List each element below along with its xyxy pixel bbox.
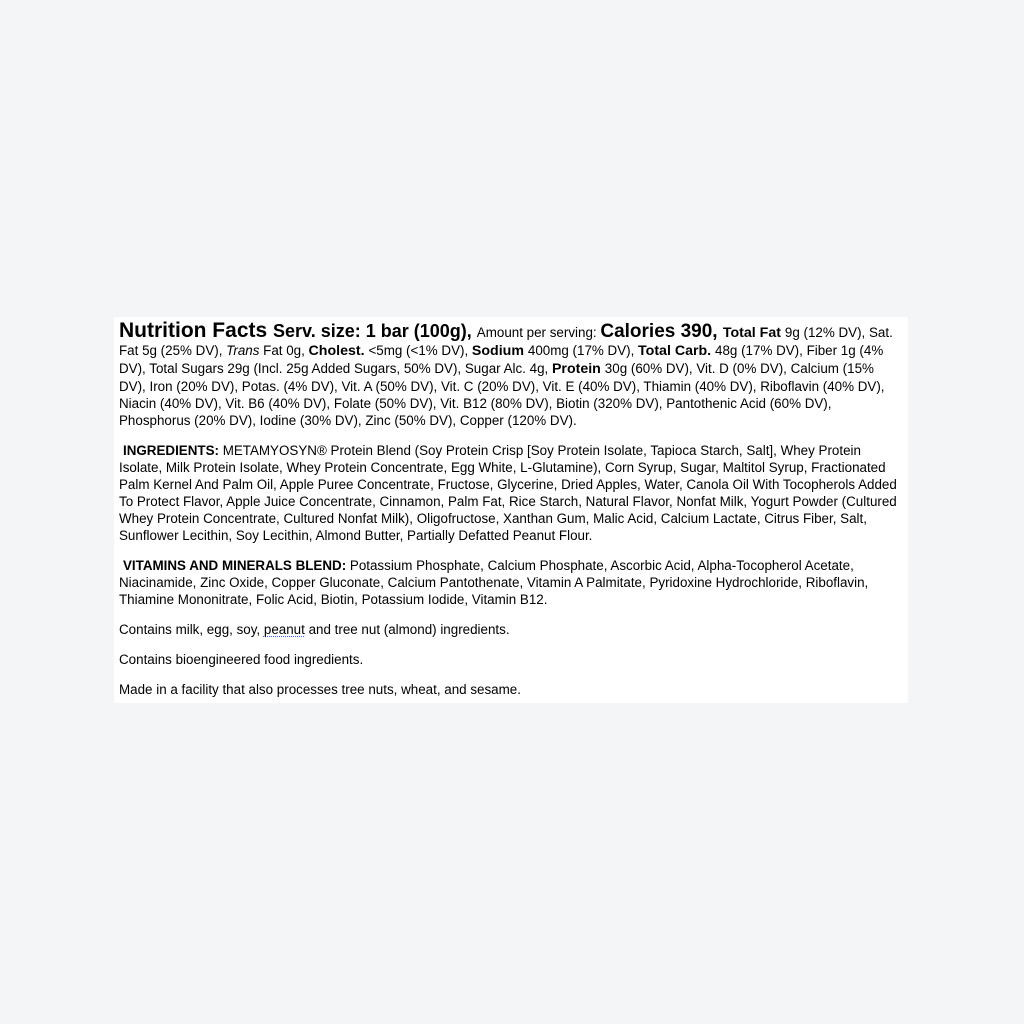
trans-fat-value: Fat 0g, xyxy=(263,343,309,358)
ingredients-paragraph xyxy=(119,442,903,544)
allergen-peanut-word: peanut xyxy=(263,622,305,637)
allergen-contains-prefix: Contains milk, egg, soy, xyxy=(119,622,264,637)
protein-label: Protein xyxy=(551,361,605,377)
allergen-contains-suffix: and tree nut (almond) ingredients. xyxy=(304,622,510,637)
total-carb-label: Total Carb. xyxy=(638,343,716,359)
protein-and-micronutrients-value: 30g (60% DV), Vit. D (0% DV), Calcium (15% DV), Iron (20% DV), Potas. (4% DV), Vit. A (50% DV), Vit. C (20% DV), Vit. E (40% DV), Thiamin (40% DV), Riboflavin (40% DV), Niacin (40% DV), Vit. B6 (40% DV), Folate (50% DV), Vit. B12 (80% DV), Biotin (320% DV), Pantothenic Acid (60% DV), Phosphorus (20% DV), Iodine (30% DV), Zinc (50% DV), Copper (120% DV). xyxy=(119,361,885,428)
total-carb-value: 48g (17% DV), Fiber 1g (4% DV), Total Sugars 29g (Incl. 25g Added Sugars, 50% DV), Sugar Alc. 4g, xyxy=(119,343,884,376)
vitamins-blend-label: VITAMINS AND MINERALS BLEND: xyxy=(123,558,350,573)
calories-value: Calories 390, xyxy=(600,321,723,342)
total-fat-value: 9g (12% DV), Sat. Fat 5g (25% DV), xyxy=(119,325,893,358)
ingredients-text: METAMYOSYN® Protein Blend (Soy Protein Crisp [Soy Protein Isolate, Tapioca Starch, Salt], Whey Protein Isolate, Milk Protein Isolate, Whey Protein Concentrate, Egg White, L-Glutamine), Corn Syrup, Sugar, Maltitol Syrup, Fractionated Palm Kernel And Palm Oil, Apple Puree Concentrate, Fructose, Glycerine, Dried Apples, Water, Canola Oil With Tocopherols Added To Protect Flavor, Apple Juice Concentrate, Cinnamon, Palm Fat, Rice Starch, Natural Flavor, Nonfat Milk, Yogurt Powder (Cultured Whey Protein Concentrate, Cultured Nonfat Milk), Oligofructose, Xanthan Gum, Malic Acid, Calcium Lactate, Citrus Fiber, Salt, Sunflower Lecithin, Soy Lecithin, Almond Butter, Partially Defatted Peanut Flour. xyxy=(119,443,897,543)
cholesterol-label: Cholest. xyxy=(308,343,369,359)
bioengineered-paragraph: Contains bioengineered food ingredients. xyxy=(119,652,364,667)
cholesterol-value: <5mg (<1% DV), xyxy=(368,343,472,358)
serving-size: Serv. size: 1 bar (100g), xyxy=(273,321,477,341)
facility-paragraph: Made in a facility that also processes tree nuts, wheat, and sesame. xyxy=(119,682,521,697)
amount-per-serving-label: Amount per serving: xyxy=(476,325,601,340)
nutrition-label-card xyxy=(114,317,908,703)
ingredients-label: INGREDIENTS: xyxy=(123,443,223,458)
nutrition-facts-paragraph xyxy=(119,319,903,429)
vitamins-blend-text: Potassium Phosphate, Calcium Phosphate, Ascorbic Acid, Alpha-Tocopherol Acetate, Niacinamide, Zinc Oxide, Copper Gluconate, Calcium Pantothenate, Vitamin A Palmitate, Pyridoxine Hydrochloride, Riboflavin, Thiamine Mononitrate, Folic Acid, Biotin, Potassium Iodide, Vitamin B12. xyxy=(119,558,869,607)
sodium-value: 400mg (17% DV), xyxy=(527,343,639,358)
sodium-label: Sodium xyxy=(471,343,528,359)
allergen-contains-paragraph xyxy=(119,621,903,638)
total-fat-label: Total Fat xyxy=(722,325,785,341)
trans-fat-label: Trans xyxy=(226,343,264,358)
nutrition-facts-title: Nutrition Facts xyxy=(119,319,274,342)
vitamins-blend-paragraph xyxy=(119,557,903,608)
